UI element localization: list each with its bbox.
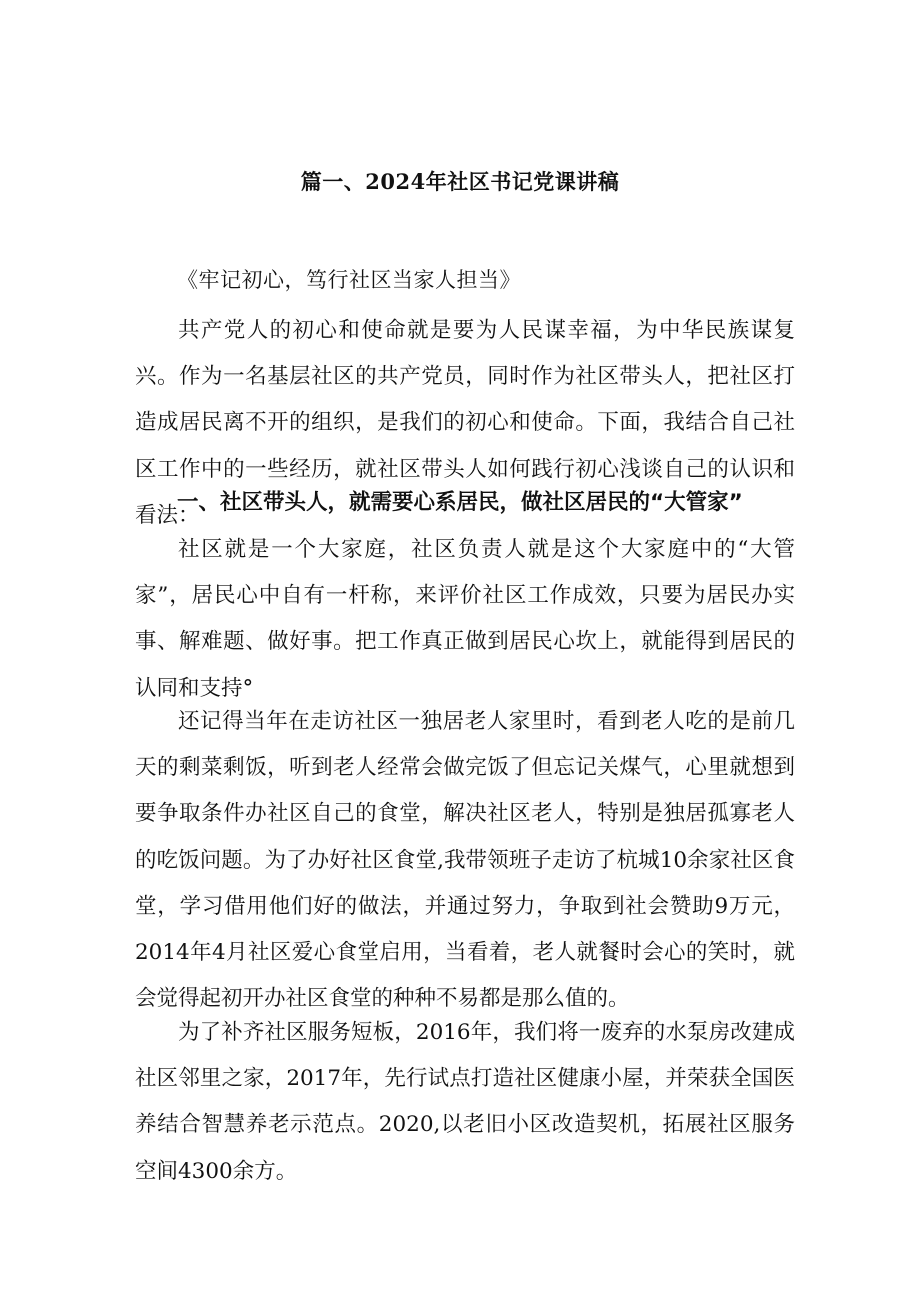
section-heading: 一、社区带头人，就需要心系居民，做社区居民的“大管家” — [177, 490, 743, 515]
body-paragraph-2: 还记得当年在走访社区一独居老人家里时，看到老人吃的是前几天的剩菜剩饭，听到老人经常会做完饭了但忘记关煤气，心里就想到要争取条件办社区自己的食堂，解决社区老人，特别是独居孤寡老人的吃饭问题。为了办好社区食堂,我带领班子走访了杭城10余家社区食堂，学习借用他们好的做法，并通过努力，争取到社会赞助9万元，2014年4月社区爱心食堂启用，当看着，老人就餐时会心的笑时，就会觉得起初开办社区食堂的种种不易都是那么值的。 — [135, 709, 795, 1012]
document-title: 篇一、2024年社区书记党课讲稿 — [300, 169, 620, 194]
body-paragraph-3: 为了补齐社区服务短板，2016年，我们将一废弃的水泵房改建成社区邻里之家，2017年，先行试点打造社区健康小屋，并荣获全国医养结合智慧养老示范点。2020,以老旧小区改造契机，拓展社区服务空间4300余方。 — [135, 1020, 795, 1184]
intro-paragraph: 共产党人的初心和使命就是要为人民谋幸福，为中华民族谋复兴。作为一名基层社区的共产党员，同时作为社区带头人，把社区打造成居民离不开的组织，是我们的初心和使命。下面，我结合自己社区工作中的一些经历，就社区带头人如何践行初心浅谈自己的认识和看法： — [135, 318, 795, 528]
body-paragraph-1: 社区就是一个大家庭，社区负责人就是这个大家庭中的“大管家”，居民心中自有一杆称，来评价社区工作成效，只要为居民办实事、解难题、做好事。把工作真正做到居民心坎上，就能得到居民的认同和支持° — [135, 537, 795, 701]
speech-subtitle: 《牢记初心，笃行社区当家人担当》 — [177, 268, 521, 292]
